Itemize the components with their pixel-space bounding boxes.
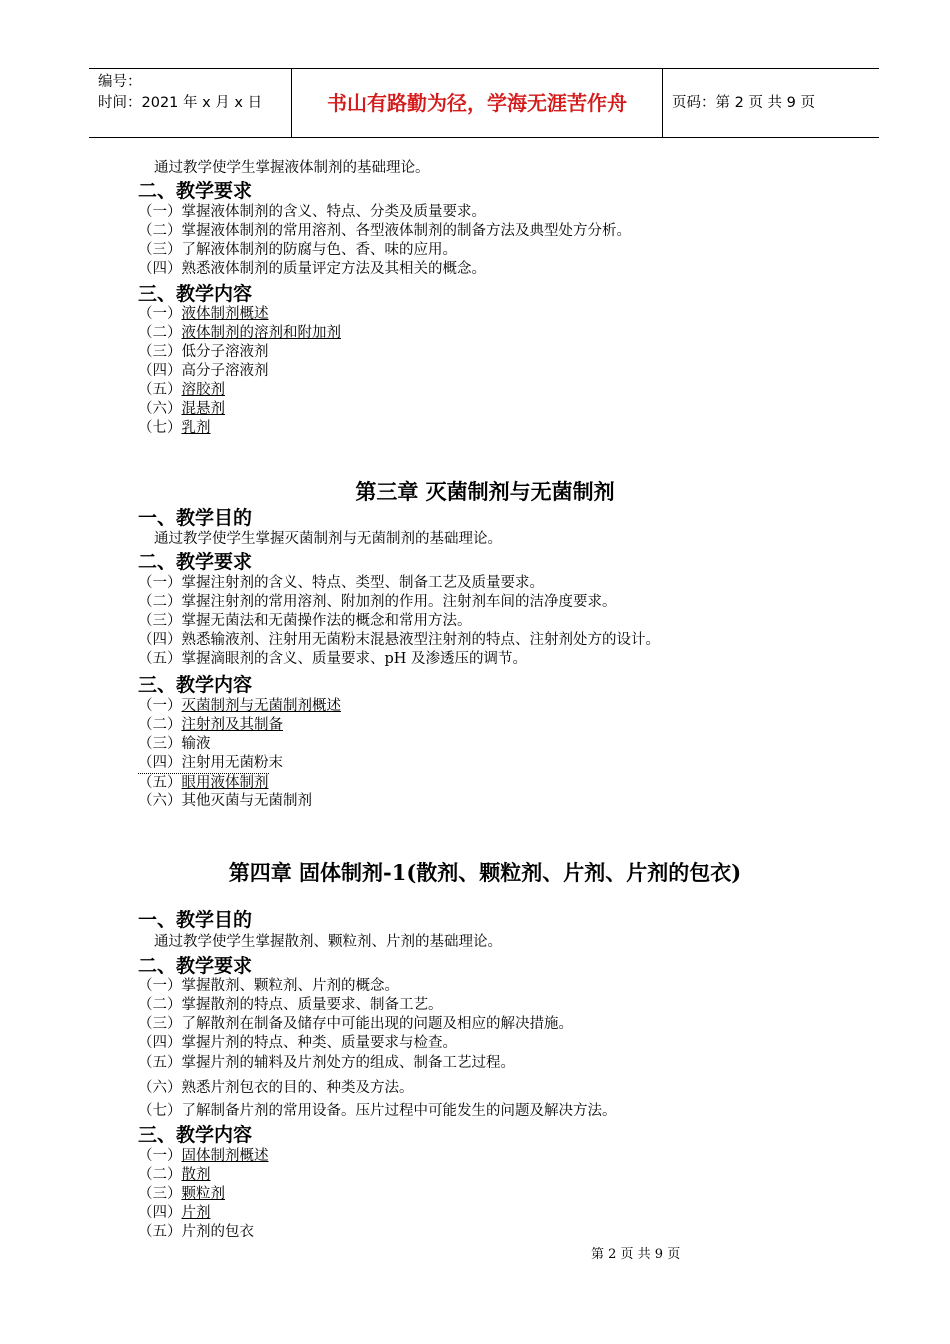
content-item: （一）灭菌制剂与无菌制剂概述 [138, 698, 341, 714]
header-motto: 书山有路勤为径，学海无涯苦作舟 [291, 69, 663, 137]
section-heading: 三、教学内容 [138, 674, 253, 696]
goal-text: 通过教学使学生掌握灭菌制剂与无菌制剂的基础理论。 [154, 531, 502, 547]
content-link[interactable]: 固体制剂概述 [181, 1148, 269, 1164]
requirement-item: （二）掌握散剂的特点、质量要求、制备工艺。 [138, 997, 443, 1013]
content-item: （二）液体制剂的溶剂和附加剂 [138, 325, 341, 341]
requirement-item: （三）掌握无菌法和无菌操作法的概念和常用方法。 [138, 613, 472, 629]
page-header [89, 68, 879, 138]
content-item: （五）片剂的包衣 [138, 1224, 254, 1240]
section-heading: 三、教学内容 [138, 1124, 253, 1146]
number-label: 编号： [98, 74, 142, 90]
content-item: （七）乳剂 [138, 420, 211, 436]
page-footer: 第 2 页 共 9 页 [591, 1247, 681, 1262]
requirement-item: （一）掌握注射剂的含义、特点、类型、制备工艺及质量要求。 [138, 575, 544, 591]
content-item: （三）低分子溶液剂 [138, 344, 269, 360]
content-link[interactable]: 溶胶剂 [181, 382, 225, 398]
content-item: （五）眼用液体制剂 [138, 775, 269, 791]
content-link[interactable]: 灭菌制剂与无菌制剂概述 [181, 698, 341, 714]
section-heading: 一、教学目的 [138, 507, 253, 529]
content-link[interactable]: 眼用液体制剂 [181, 775, 269, 791]
section-heading: 二、教学要求 [138, 180, 253, 202]
requirement-item: （六）熟悉片剂包衣的目的、种类及方法。 [138, 1080, 414, 1096]
requirement-item: （一）掌握散剂、颗粒剂、片剂的概念。 [138, 978, 399, 994]
requirement-item: （二）掌握注射剂的常用溶剂、附加剂的作用。注射剂车间的洁净度要求。 [138, 594, 617, 610]
content-link[interactable]: 片剂 [181, 1205, 211, 1221]
content-link[interactable]: 乳剂 [181, 420, 211, 436]
content-item: （六）混悬剂 [138, 401, 225, 417]
section-heading: 三、教学内容 [138, 283, 253, 305]
requirement-item: （四）掌握片剂的特点、种类、质量要求与检查。 [138, 1035, 457, 1051]
content-item: （二）散剂 [138, 1167, 211, 1183]
chapter-title: 第四章 固体制剂-1(散剂、颗粒剂、片剂、片剂的包衣) [228, 860, 742, 885]
goal-text: 通过教学使学生掌握散剂、颗粒剂、片剂的基础理论。 [154, 934, 502, 950]
content-item: （三）输液 [138, 736, 211, 752]
requirement-item: （五）掌握滴眼剂的含义、质量要求、pH 及渗透压的调节。 [138, 651, 528, 667]
content-item: （一）固体制剂概述 [138, 1148, 269, 1164]
content-item: （四）注射用无菌粉末 [138, 755, 283, 771]
content-link[interactable]: 散剂 [181, 1167, 211, 1183]
content-item: （一）液体制剂概述 [138, 306, 269, 322]
content-item: （二）注射剂及其制备 [138, 717, 283, 733]
content-item: （五）溶胶剂 [138, 382, 225, 398]
content-item: （六）其他灭菌与无菌制剂 [138, 793, 312, 809]
content-item: （三）颗粒剂 [138, 1186, 225, 1202]
requirement-item: （四）熟悉输液剂、注射用无菌粉末混悬液型注射剂的特点、注射剂处方的设计。 [138, 632, 660, 648]
content-link[interactable]: 液体制剂的溶剂和附加剂 [181, 325, 341, 341]
section-heading: 一、教学目的 [138, 909, 253, 931]
chapter-title: 第三章 灭菌制剂与无菌制剂 [355, 479, 615, 504]
requirement-item: （七）了解制备片剂的常用设备。压片过程中可能发生的问题及解决方法。 [138, 1103, 617, 1119]
requirement-item: （三）了解散剂在制备及储存中可能出现的问题及相应的解决措施。 [138, 1016, 573, 1032]
content-link[interactable]: 颗粒剂 [181, 1186, 225, 1202]
content-link[interactable]: 混悬剂 [181, 401, 225, 417]
section-heading: 二、教学要求 [138, 955, 253, 977]
requirement-item: （四）熟悉液体制剂的质量评定方法及其相关的概念。 [138, 261, 486, 277]
header-left-cell [89, 69, 291, 137]
requirement-item: （一）掌握液体制剂的含义、特点、分类及质量要求。 [138, 204, 486, 220]
content-link[interactable]: 液体制剂概述 [181, 306, 269, 322]
header-page-label: 页码：第 2 页 共 9 页 [672, 95, 815, 111]
requirement-item: （二）掌握液体制剂的常用溶剂、各型液体制剂的制备方法及典型处方分析。 [138, 223, 631, 239]
requirement-item: （五）掌握片剂的辅料及片剂处方的组成、制备工艺过程。 [138, 1055, 515, 1071]
content-item: （四）高分子溶液剂 [138, 363, 269, 379]
goal-text: 通过教学使学生掌握液体制剂的基础理论。 [154, 160, 430, 176]
content-item: （四）片剂 [138, 1205, 211, 1221]
content-link[interactable]: 注射剂及其制备 [181, 717, 283, 733]
time-label: 时间：2021 年 x 月 x 日 [98, 95, 263, 111]
section-heading: 二、教学要求 [138, 551, 253, 573]
requirement-item: （三）了解液体制剂的防腐与色、香、味的应用。 [138, 242, 457, 258]
